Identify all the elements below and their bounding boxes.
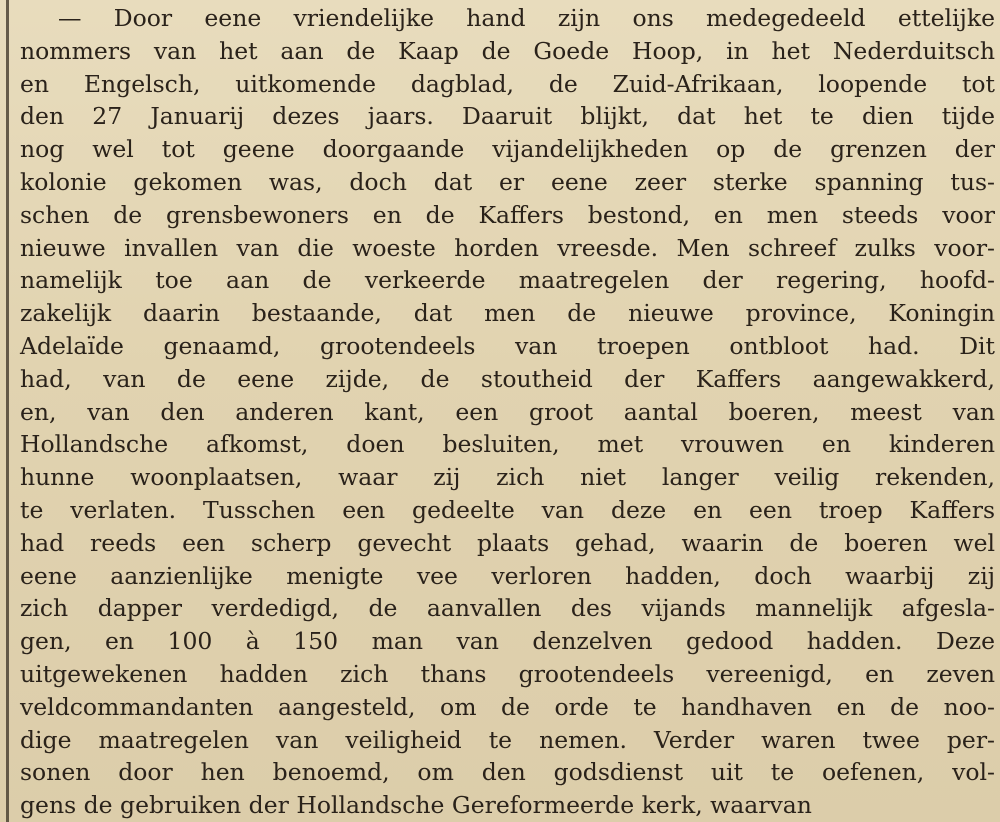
article-line: nog wel tot geene doorgaande vijandelijkheden op de grenzen der bbox=[20, 135, 995, 164]
article-line: zich dapper verdedigd, de aanvallen des vijands mannelijk afgesla- bbox=[20, 594, 995, 623]
article-line: te verlaten. Tusschen een gedeelte van deze en een troep Kaffers bbox=[20, 495, 995, 524]
article-line: den 27 Januarij dezes jaars. Daaruit blijkt, dat het te dien tijde bbox=[20, 102, 995, 131]
article-line: — Door eene vriendelijke hand zijn ons medegedeeld ettelijke bbox=[58, 4, 995, 32]
article-line: nieuwe invallen van die woeste horden vreesde. Men schreef zulks voor- bbox=[20, 233, 995, 262]
article-line: sonen door hen benoemd, om den godsdienst uit te oefenen, vol- bbox=[20, 758, 995, 787]
article-line: zakelijk daarin bestaande, dat men de nieuwe province, Koningin bbox=[20, 299, 995, 328]
article-line: en Engelsch, uitkomende dagblad, de Zuid-Afrikaan, loopende tot bbox=[20, 69, 995, 98]
article-line: dige maatregelen van veiligheid te nemen. Verder waren twee per- bbox=[20, 725, 995, 754]
article-line: had, van de eene zijde, de stoutheid der Kaffers aangewakkerd, bbox=[20, 364, 995, 393]
news-article bbox=[20, 2, 995, 822]
article-line: nommers van het aan de Kaap de Goede Hoop, in het Nederduitsch bbox=[20, 36, 995, 65]
article-line: schen de grensbewoners en de Kaffers bestond, en men steeds voor bbox=[20, 200, 995, 229]
article-line: namelijk toe aan de verkeerde maatregelen der regering, hoofd- bbox=[20, 266, 995, 295]
article-line: Hollandsche afkomst, doen besluiten, met vrouwen en kinderen bbox=[20, 430, 995, 459]
article-line: had reeds een scherp gevecht plaats gehad, waarin de boeren wel bbox=[20, 528, 995, 557]
column-rule bbox=[6, 0, 9, 822]
article-line: gens de gebruiken der Hollandsche Gereformeerde kerk, waarvan bbox=[20, 791, 812, 820]
article-line: veldcommandanten aangesteld, om de orde te handhaven en de noo- bbox=[20, 692, 995, 721]
article-line: Adelaïde genaamd, grootendeels van troepen ontbloot had. Dit bbox=[20, 331, 995, 360]
article-line: uitgewekenen hadden zich thans grootendeels vereenigd, en zeven bbox=[20, 659, 995, 688]
article-line: hunne woonplaatsen, waar zij zich niet langer veilig rekenden, bbox=[20, 463, 995, 492]
article-line: eene aanzienlijke menigte vee verloren hadden, doch waarbij zij bbox=[20, 561, 995, 590]
article-line: gen, en 100 à 150 man van denzelven gedood hadden. Deze bbox=[20, 627, 995, 656]
article-line: kolonie gekomen was, doch dat er eene zeer sterke spanning tus- bbox=[20, 167, 995, 196]
article-line: en, van den anderen kant, een groot aantal boeren, meest van bbox=[20, 397, 995, 426]
